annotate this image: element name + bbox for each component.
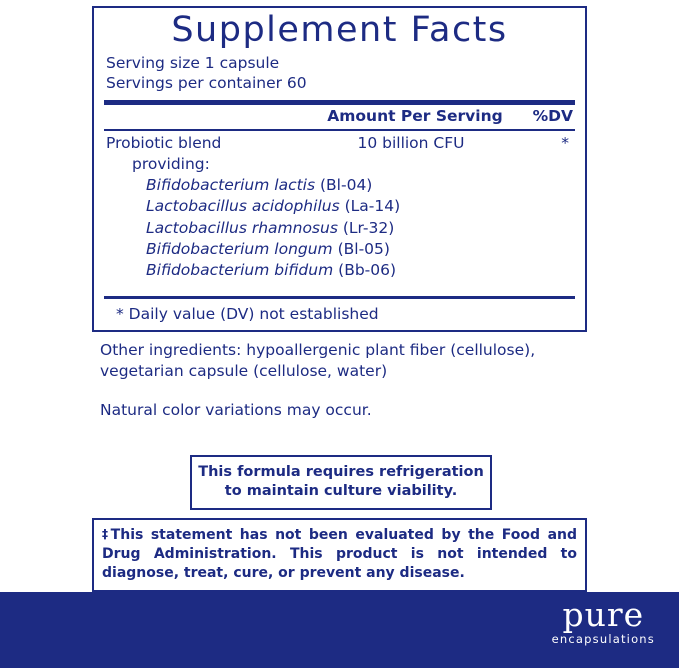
strain-species: Bifidobacterium longum [146, 240, 333, 259]
panel-spacer [104, 282, 575, 292]
disclaimer-dagger-symbol: ‡ [102, 527, 111, 541]
strain-species: Bifidobacterium bifidum [146, 261, 334, 280]
strain-code: (La-14) [344, 197, 401, 216]
table-header-row [104, 107, 575, 127]
brand-logo [551, 595, 655, 646]
refrigeration-line-1: This formula requires refrigeration [198, 464, 484, 480]
fda-disclaimer-box [92, 518, 587, 592]
strain-species: Lactobacillus acidophilus [146, 197, 340, 216]
providing-label: providing: [132, 154, 210, 173]
row-dv-probiotic-blend: * [561, 133, 569, 152]
divider-footnote [104, 296, 575, 299]
brand-name: pure [562, 595, 645, 634]
strain-item [104, 196, 575, 217]
supplement-facts-title: Supplement Facts [171, 10, 508, 50]
row-amount-probiotic-blend: 10 billion CFU [357, 133, 465, 152]
daily-value-footnote: * Daily value (DV) not established [116, 304, 379, 323]
strain-code: (Bl-04) [320, 175, 373, 194]
fda-disclaimer-text: This statement has not been evaluated by the Food and Drug Administration. This product is not intended to diagnose, treat, cure, or prevent any disease. [102, 527, 578, 581]
strain-species: Bifidobacterium lactis [146, 175, 316, 194]
refrigeration-line-2: to maintain culture viability. [224, 482, 458, 499]
divider-thick-top [104, 100, 575, 105]
brand-tagline: encapsulations [551, 632, 655, 646]
refrigeration-notice-box [190, 455, 492, 510]
servings-per-container-text: Servings per container 60 [106, 74, 307, 93]
serving-size-text: Serving size 1 capsule [106, 53, 280, 72]
strain-code: (Lr-32) [342, 218, 395, 237]
divider-thin-header [104, 129, 575, 131]
strain-item [104, 175, 575, 196]
header-daily-value: %DV [532, 106, 573, 125]
supplement-facts-panel [92, 6, 587, 332]
strain-code: (Bl-05) [337, 240, 390, 259]
strain-code: (Bb-06) [338, 261, 397, 280]
strain-item [104, 218, 575, 239]
other-ingredients-text: Other ingredients: hypoallergenic plant fiber (cellulose), vegetarian capsule (cellulose, water) [100, 341, 536, 380]
strain-item [104, 260, 575, 281]
table-row [104, 133, 575, 154]
header-amount-per-serving: Amount Per Serving [327, 106, 503, 125]
row-name-probiotic-blend: Probiotic blend [106, 133, 222, 152]
color-variation-note: Natural color variations may occur. [100, 401, 372, 419]
strain-item [104, 239, 575, 260]
strain-species: Lactobacillus rhamnosus [146, 218, 338, 237]
